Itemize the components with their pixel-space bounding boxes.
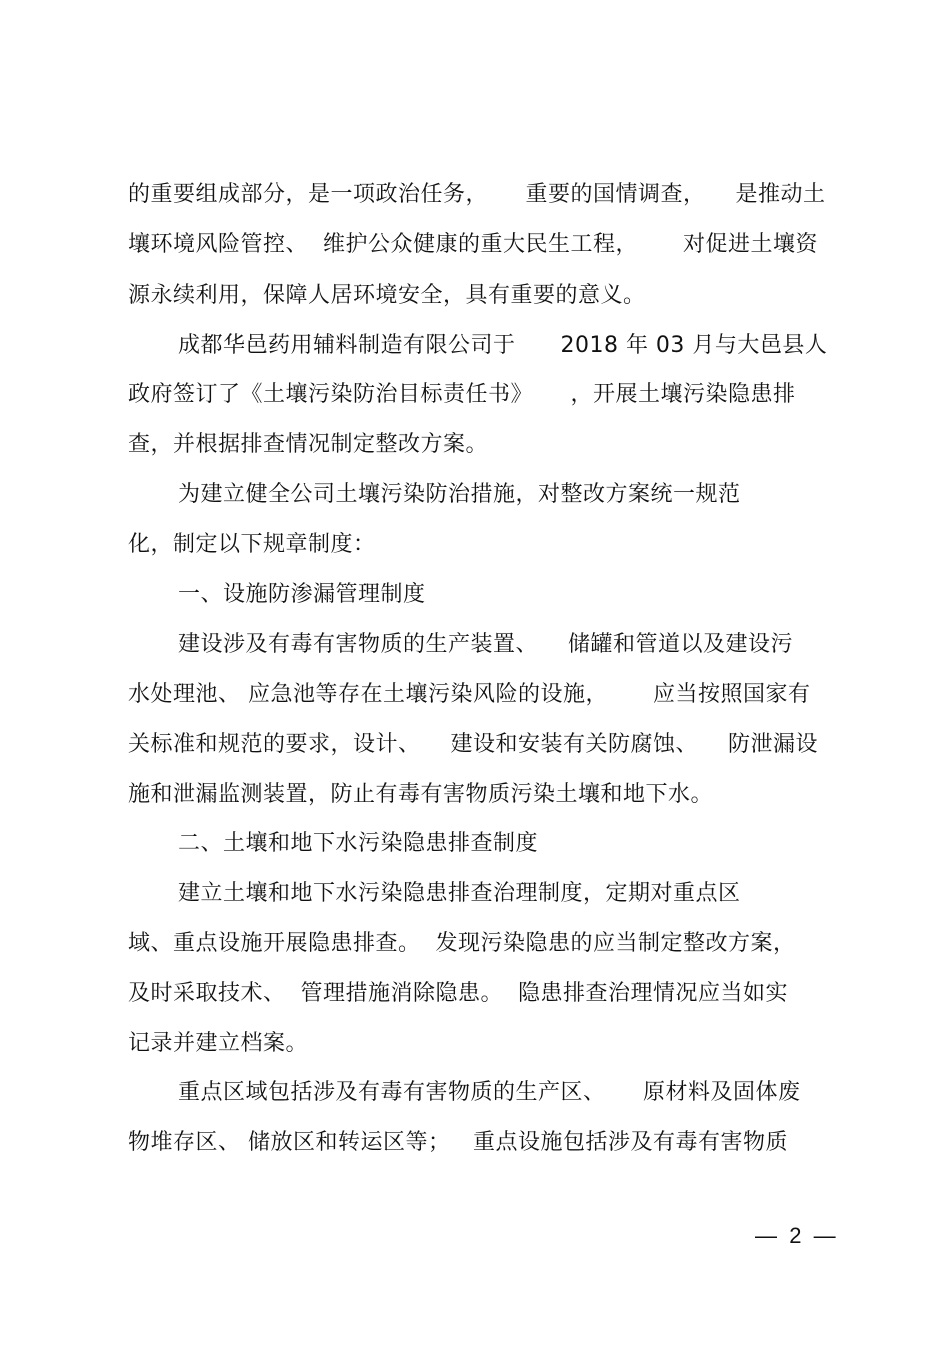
text-line-4: 成都华邑药用辅料制造有限公司于 2018 年 03 月与大邑县人	[178, 333, 828, 358]
text-line-6: 查，并根据排查情况制定整改方案。	[128, 432, 489, 457]
text-line-10: 建设涉及有毒有害物质的生产装置、 储罐和管道以及建设污	[178, 632, 793, 657]
text-line-5: 政府签订了《土壤污染防治目标责任书》 ，开展土壤污染隐患排	[128, 382, 796, 407]
section-heading-2: 二、土壤和地下水污染隐患排查制度	[178, 831, 539, 856]
text-line-7: 为建立健全公司土壤污染防治措施，对整改方案统一规范	[178, 482, 741, 507]
text-line-11: 水处理池、 应急池等存在土壤污染风险的设施， 应当按照国家有	[128, 682, 811, 707]
text-line-2: 壤环境风险管控、 维护公众健康的重大民生工程， 对促进土壤资	[128, 232, 818, 257]
text-line-3: 源永续利用，保障人居环境安全，具有重要的意义。	[128, 283, 646, 308]
text-line-1: 的重要组成部分，是一项政治任务， 重要的国情调查， 是推动土	[128, 182, 826, 207]
text-line-13: 施和泄漏监测装置，防止有毒有害物质污染土壤和地下水。	[128, 782, 714, 807]
text-line-17: 及时采取技术、 管理措施消除隐患。 隐患排查治理情况应当如实	[128, 981, 788, 1006]
text-line-15: 建立土壤和地下水污染隐患排查治理制度，定期对重点区	[178, 881, 741, 906]
text-line-8: 化，制定以下规章制度：	[128, 532, 376, 557]
page-number: — 2 —	[755, 1223, 836, 1248]
text-line-16: 域、重点设施开展隐患排查。 发现污染隐患的应当制定整改方案，	[128, 931, 796, 956]
text-line-12: 关标准和规范的要求，设计、 建设和安装有关防腐蚀、 防泄漏设	[128, 732, 818, 757]
text-line-20: 物堆存区、 储放区和转运区等； 重点设施包括涉及有毒有害物质	[128, 1130, 788, 1155]
text-line-18: 记录并建立档案。	[128, 1031, 309, 1056]
text-line-19: 重点区域包括涉及有毒有害物质的生产区、 原材料及固体废	[178, 1080, 801, 1105]
section-heading-1: 一、设施防渗漏管理制度	[178, 582, 426, 607]
